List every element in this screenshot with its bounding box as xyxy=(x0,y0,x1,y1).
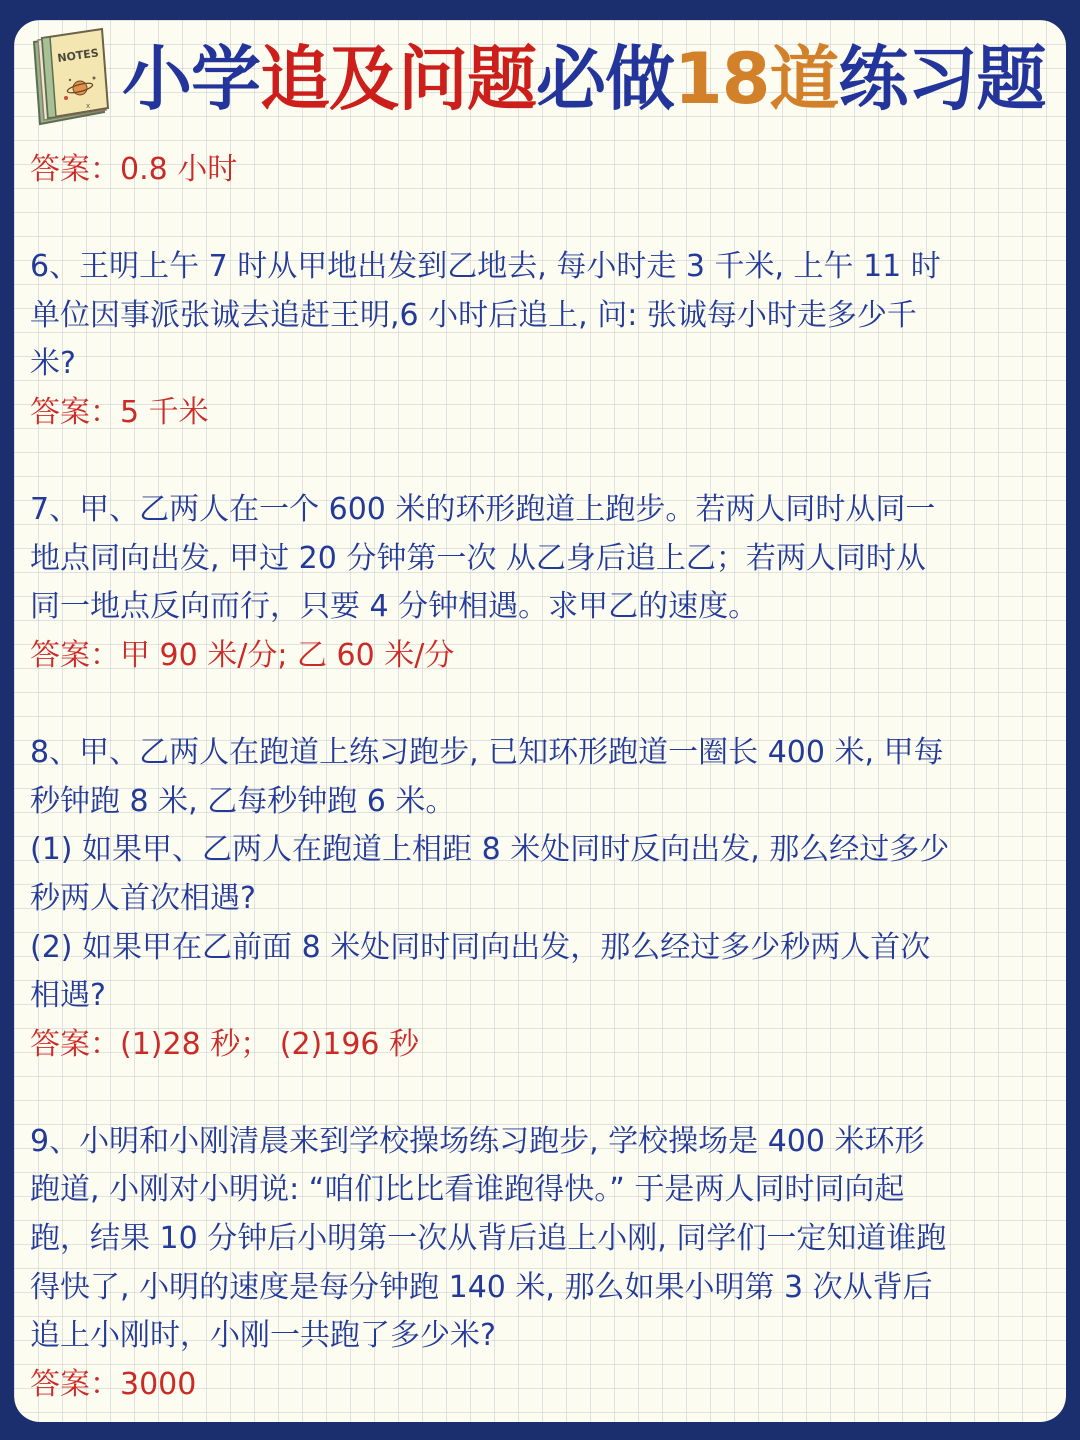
question-7-line-3: 同一地点反向而行，只要 4 分钟相遇。求甲乙的速度。 xyxy=(30,589,759,625)
title-part-4: 18 xyxy=(674,38,770,120)
question-9-line-4: 得快了, 小明的速度是每分钟跑 140 米, 那么如果小明第 3 次从背后 xyxy=(30,1269,933,1305)
page-title xyxy=(122,34,1045,124)
title-part-5: 道 xyxy=(769,38,839,120)
question-6-line-1: 6、王明上午 7 时从甲地出发到乙地去, 每小时走 3 千米, 上午 11 时 xyxy=(30,249,941,285)
question-8-line-4: 秒两人首次相遇? xyxy=(30,880,256,916)
question-8-line-3: (1) 如果甲、乙两人在跑道上相距 8 米处同时反向出发, 那么经过多少 xyxy=(30,832,950,868)
question-7-line-2: 地点同向出发, 甲过 20 分钟第一次 从乙身后追上乙；若两人同时从 xyxy=(30,540,926,576)
notes-label: NOTES xyxy=(56,46,100,65)
title-part-2: 追及问题 xyxy=(260,38,536,120)
spacer xyxy=(30,681,1050,730)
question-6-line-3: 米? xyxy=(30,346,76,382)
answer-9: 答案：3000 xyxy=(30,1366,197,1402)
exercise-content xyxy=(30,146,1050,1409)
notebook-paper xyxy=(14,20,1066,1422)
spacer xyxy=(30,438,1050,487)
answer-previous: 答案：0.8 小时 xyxy=(30,152,238,187)
spacer xyxy=(30,195,1050,244)
question-8-line-1: 8、甲、乙两人在跑道上练习跑步, 已知环形跑道一圈长 400 米, 甲每 xyxy=(30,735,944,771)
notebook-icon xyxy=(28,28,110,126)
answer-6: 答案：5 千米 xyxy=(30,394,209,430)
question-9-line-5: 追上小刚时，小刚一共跑了多少米? xyxy=(30,1318,496,1354)
question-9-line-3: 跑，结果 10 分钟后小明第一次从背后追上小刚, 同学们一定知道谁跑 xyxy=(30,1221,947,1257)
title-part-3: 必做 xyxy=(536,38,674,120)
page-header xyxy=(14,20,1066,138)
question-9-line-2: 跑道, 小刚对小明说: “咱们比比看谁跑得快。” 于是两人同时同向起 xyxy=(30,1172,905,1208)
question-8-line-5: (2) 如果甲在乙前面 8 米处同时同向出发，那么经过多少秒两人首次 xyxy=(30,929,931,965)
spacer xyxy=(30,1069,1050,1118)
title-part-6: 练习题 xyxy=(838,38,1046,120)
question-8-line-2: 秒钟跑 8 米, 乙每秒钟跑 6 米。 xyxy=(30,783,456,819)
question-7-line-1: 7、甲、乙两人在一个 600 米的环形跑道上跑步。若两人同时从同一 xyxy=(30,492,936,528)
question-8-line-6: 相遇? xyxy=(30,978,106,1014)
question-6-line-2: 单位因事派张诚去追赶王明,6 小时后追上, 问: 张诚每小时走多少千 xyxy=(30,297,917,333)
title-part-1: 小学 xyxy=(122,38,260,120)
answer-7: 答案：甲 90 米/分; 乙 60 米/分 xyxy=(30,637,455,673)
question-9-line-1: 9、小明和小刚清晨来到学校操场练习跑步, 学校操场是 400 米环形 xyxy=(30,1123,925,1159)
answer-8: 答案：(1)28 秒； (2)196 秒 xyxy=(30,1026,420,1062)
svg-text:x: x xyxy=(86,102,91,110)
